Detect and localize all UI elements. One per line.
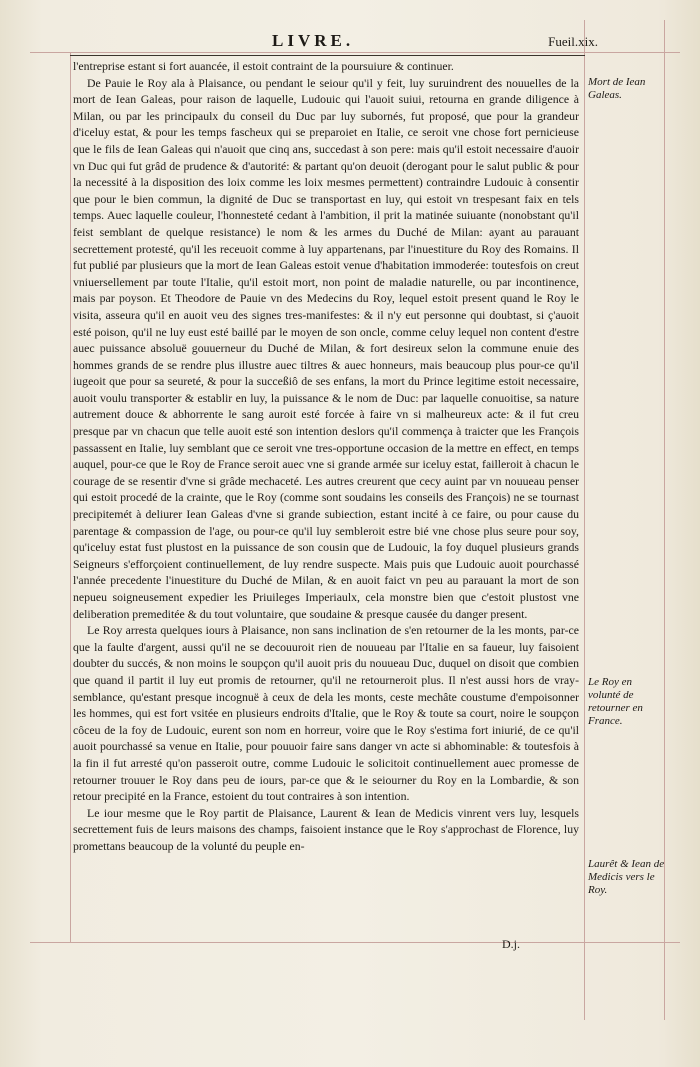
paragraph: Le iour mesme que le Roy partit de Plaisance, Laurent & Iean de Medicis vinrent vers luy, lesquels secrettement fuis de leurs maisons des champs, faisoient instance que le Roy s'approchast de Florence, luy promettans beaucoup de la volunté du peuple en-: [73, 805, 579, 853]
signature-mark: D.j.: [502, 937, 520, 951]
margin-note: Mort de Iean Galeas.: [588, 76, 646, 101]
margin-note: Le Roy en volunté de retourner en France.: [588, 676, 643, 727]
bottom-ruling-line: [30, 942, 680, 943]
folio-number: Fueil.xix.: [548, 34, 598, 49]
header-rule: [70, 55, 585, 56]
running-head: LIVRE.: [272, 31, 355, 50]
top-ruling-line: [30, 52, 680, 53]
margin-note: Laurêt & Iean de Medicis vers le Roy.: [588, 858, 665, 896]
main-text: [73, 58, 579, 855]
paragraph: De Pauie le Roy ala à Plaisance, ou pendant le seiour qu'il y feit, luy suruindrent des nouuelles de la mort de Iean Galeas, pour raison de laquelle, Ludouic qui l'auoit suiui, retourna en grande diligence à Milan, ou par les principaulx du conseil du Duc par luy subornés, fut proposé, que pour la grandeur d'iceluy estat, & pour les temps fascheux qui se preparoiet en Italie, ce seroit vne chose fort pernicieuse que le fils de Iean Galeas qui n'auoit que cinq ans, succedast à son pere: mais qu'il estoit necessaire d'auoir vn Duc qui fut grâd de prudence & d'autorité: & partant qu'on deuoit (derogant pour le salut public & pour la necessité à la disposition des loix comme les loix mesmes permettent) contraindre Ludouic à consentir que pour le bien commun, la dignité de Duc se transportast en luy, qui estoit vn trespesant faix en tels temps. Auec laquelle couleur, l'honnesteté cedant à l'ambition, il prit la matinée suiuante (nonobstant qu'il feist semblant de quelque resistance) le nom & les armes du Duché de Milan: ayant au parauant secrettement protesté, qu'il les receuoit comme à luy appartenans, par l'inuestiture du Roy des Romains. Il fut publié par plusieurs que la mort de Iean Galeas estoit venue d'habitation immoderée: toutesfois on creut vniuersellement par toute l'Italie, qu'il estoit mort, non point de maladie naturelle, ou par incontinence, mais par poyson. Et Theodore de Pauie vn des Medecins du Roy, lequel estoit present quand le Roy le visita, asseura qu'il en auoit veu des signes tres-manifestes: & il n'y eut personne qui doubtast, si ç'auoit esté poison, qu'il ne luy eust esté baillé par le moyen de son oncle, comme celuy lequel non content d'estre auec puissance absoluë gouuerneur du Duché de Milan, & fort desireux selon la commune enuie des hommes grands de se rendre plus illustre auec tiltres & auec honneurs, mais beaucoup plus pour-ce qu'il iugeoit que pour sa seureté, & pour la succeßiô de ses enfans, la mort du Prince legitime estoit necessaire, auoit voulu transporter & establir en luy, la puissance & le nom de Duc: par laquelle conuoitise, sa nature autrement douce & abhorrente le sang auroit esté forcée à faire vn si malheureux acte: & il fut creu presque par vn chacun que telle auoit esté son intention deslors qu'il commença à traicter que les François passassent en Italie, luy semblant que ce seroit vne tres-opportune occasion de la mettre en effect, en temps auquel, pour-ce que le Roy de France seroit auec vne si grande armée sur iceluy estat, failleroit à chacun le courage de se resentir d'vne si grâde mechaceté. Les autres creurent que cecy auint par vn nouueau penser qui estoit procedé de la crainte, que le Roy (comme sont soudains les conseils des François) ne se tournast precipitemét à deliurer Iean Galeas d'vne si grande subiection, estant incité à ce faire, ou pour cause du parentage & compassion de l'age, ou pour-ce qu'il luy sembleroit estre bié vne chose plus seure pour soy, qu'iceluy estat fust plustost en la puissance de son cousin que de Ludouic, la foy duquel plusieurs grands Seigneurs s'efforçoient continuellement, de luy rendre suspecte. Mais puis que Ludouic auoit pourchassé l'année precedente l'inuestiture du Duché de Milan, & en auoit faict vn peu au parauant la mort de son nepueu soigneusement expedier les Priuileges Imperiaulx, cela monstre bien que c'estoit plustost vne deliberation premeditée & du tout voluntaire, que soudaine & presque causée du danger present.: [73, 75, 579, 621]
paragraph: l'entreprise estant si fort auancée, il estoit contraint de la poursuiure & continuer.: [73, 59, 454, 73]
left-ruling-line: [70, 52, 71, 942]
right-ruling-line: [584, 20, 585, 1020]
paragraph: Le Roy arresta quelques iours à Plaisance, non sans inclination de s'en retourner de la les monts, par-ce que la faulte d'argent, aussi qu'il ne se decouuroit rien de nouueau par l'Italie en sa faueur, luy faisoient doubter du succés, & non moins le soupçon qu'il auoit pris du nouueau Duc, duquel on disoit que combien que quand il partit il luy eut promis de retourner, qu'il ne retourneroit plus. Il n'est aussi hors de vray-semblance, qu'estant presque incognuë à ceux de dela les monts, ceste mechâte coustume d'empoisonner les hommes, qui est fort vsitée en plusieurs endroits d'Italie, que le Roy & toute sa court, noire le soupçon côceu de la foy de Ludouic, eurent son nom en horreur, voire que le Roy s'estima fort iniurié, de ce qu'il auoit pourchassé sa venue en Italie, pour pouuoir faire sans danger vn acte si abhominable: & toutesfois à la fin il fut arresté qu'on passeroit outre, comme Ludouic le solicitoit continuellement auec promesse de retourner trouuer le Roy dans peu de iours, par-ce que & le seiourner du Roy en la Lombardie, & son retour precipité en la France, estoient du tout contraires à son intention.: [73, 623, 579, 804]
